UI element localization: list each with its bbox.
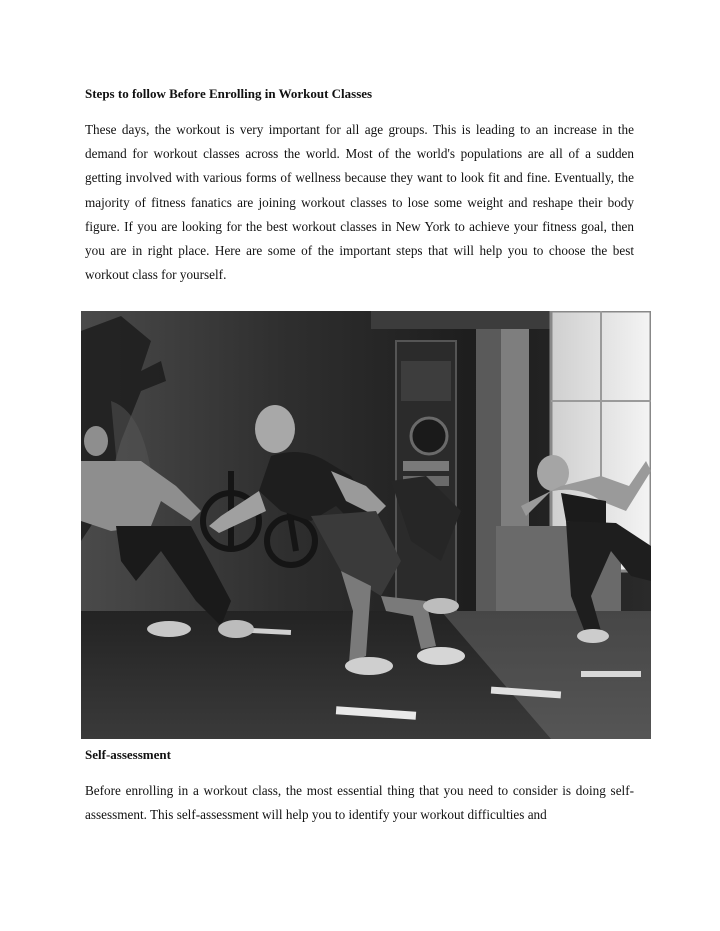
workout-class-photo	[81, 311, 651, 739]
page-title: Steps to follow Before Enrolling in Workout Classes	[85, 86, 373, 101]
intro-paragraph: These days, the workout is very important for all age groups. This is leading to an increase in the demand for workout classes across the world. Most of the world's populations are all of a sudden getting involved with various forms of wellness because they want to look fit and fine. Eventually, the majority of fitness fanatics are joining workout classes to lose some weight and reshape their body figure. If you are looking for the best workout classes in New York to achieve your fitness goal, then you are in right place. Here are some of the important steps that will help you to choose the best workout class for yourself.	[85, 122, 634, 283]
self-assessment-paragraph: Before enrolling in a workout class, the most essential thing that you need to consider is doing self-assessment. This self-assessment will help you to identify your workout difficulties and	[85, 783, 634, 823]
section-title-self-assessment: Self-assessment	[85, 747, 171, 762]
